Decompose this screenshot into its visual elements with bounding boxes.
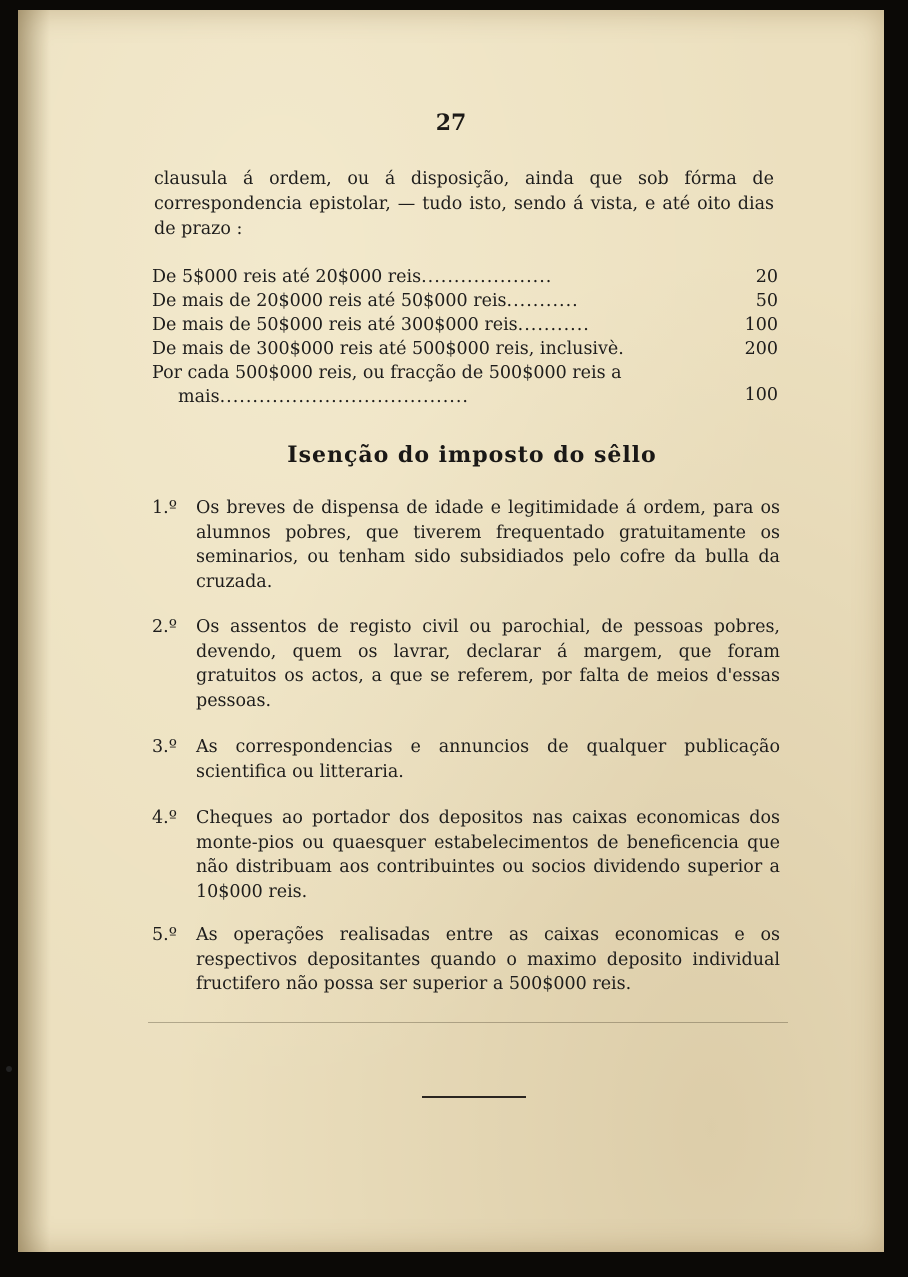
fee-value: 50 [755, 291, 778, 311]
item-number: 3.º [152, 737, 177, 757]
fee-value: 100 [744, 315, 778, 335]
end-rule [422, 1096, 526, 1098]
fee-row [152, 337, 778, 361]
fee-row [152, 265, 778, 289]
fee-label: De mais de 300$000 reis até 500$000 reis, inclusivè. [152, 339, 624, 359]
fee-label: De mais de 20$000 reis até 50$000 reis [152, 291, 507, 311]
item-number: 4.º [152, 808, 177, 828]
leader-dots: ........... [506, 291, 579, 311]
fee-row [152, 289, 778, 313]
fee-label: Por cada 500$000 reis, ou fracção de 500$000 reis a [152, 363, 622, 383]
item-number: 2.º [152, 617, 177, 637]
item-number: 1.º [152, 498, 177, 518]
item-text: Cheques ao portador dos depositos nas caixas economicas dos monte-pios ou quaesquer estabelecimentos de beneficencia que não distribuam aos contribuintes ou socios dividendo superior a 10$000 reis. [196, 808, 780, 902]
fee-table [152, 265, 778, 409]
leader-dots: ...................................... [219, 387, 469, 407]
list-item [152, 615, 780, 713]
intro-paragraph: clausula á ordem, ou á disposição, ainda que sob fórma de correspondencia epistolar, — tudo isto, sendo á vista, e até oito dias de prazo : [154, 169, 774, 239]
list-item [152, 806, 780, 904]
fee-value: 20 [755, 267, 778, 287]
section-heading: Isenção do imposto do sêllo [287, 442, 657, 468]
fee-value: 100 [744, 385, 778, 405]
page-fold-shadow [18, 10, 50, 1252]
item-text: Os breves de dispensa de idade e legitimidade á ordem, para os alumnos pobres, que tiverem frequentado gratuitamente os seminarios, ou tenham sido subsidiados pelo cofre da bulla da cruzada. [196, 498, 780, 592]
fee-row [152, 361, 778, 409]
fee-label: De 5$000 reis até 20$000 reis [152, 267, 422, 287]
item-text: As operações realisadas entre as caixas economicas e os respectivos depositantes quando o maximo deposito individual fructifero não possa ser superior a 500$000 reis. [196, 925, 780, 994]
leader-dots: ........... [517, 315, 590, 335]
fee-label: De mais de 50$000 reis até 300$000 reis [152, 315, 518, 335]
fee-row [152, 313, 778, 337]
item-text: Os assentos de registo civil ou parochial, de pessoas pobres, devendo, quem os lavrar, declarar á margem, que foram gratuitos os actos, a que se referem, por falta de meios d'essas pessoas. [196, 617, 780, 711]
book-page [18, 10, 884, 1252]
margin-mark [6, 1066, 12, 1072]
item-text: As correspondencias e annuncios de qualquer publicação scientifica ou litteraria. [196, 737, 780, 782]
item-number: 5.º [152, 925, 177, 945]
list-item [152, 735, 780, 784]
divider [148, 1022, 788, 1023]
fee-label-continuation: mais [178, 387, 220, 407]
fee-value: 200 [744, 339, 778, 359]
leader-dots: .................... [421, 267, 553, 287]
list-item [152, 496, 780, 594]
list-item [152, 923, 780, 997]
page-number: 27 [435, 110, 467, 136]
